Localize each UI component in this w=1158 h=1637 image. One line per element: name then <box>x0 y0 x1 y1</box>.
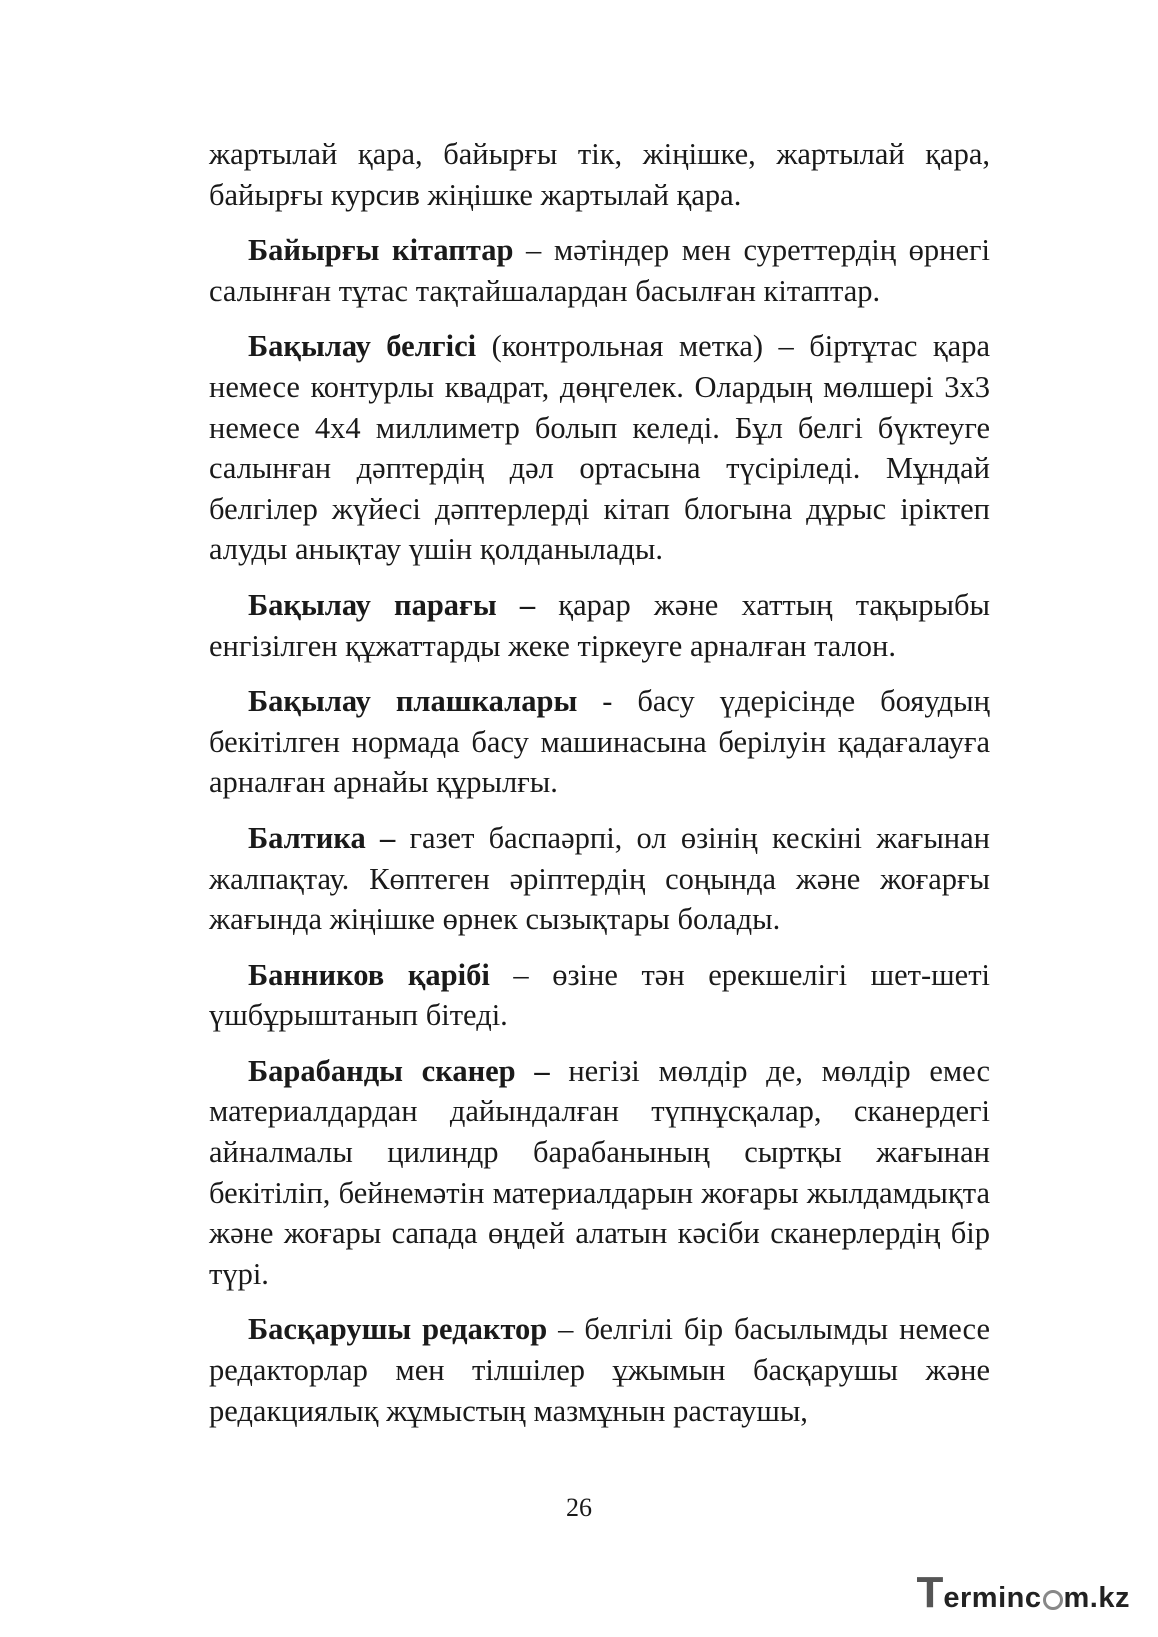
entry-definition: негізі мөлдір де, мөлдір емес материалдардан дайындалған түпнұсқалар, сканердегі айналмалы цилиндр барабанының сыртқы жағынан бекітіліп, бейнемәтін материалдарын жоғары жылдамдықта және жоғары сапада өңдей алатын кәсіби сканерлердің бір түрі. <box>209 1053 990 1291</box>
termincom-watermark-logo <box>916 1568 1131 1617</box>
entry-term: Бақылау парағы – <box>248 587 536 622</box>
entry-term: Барабанды сканер – <box>248 1053 550 1088</box>
watermark-circle-icon <box>1043 1590 1063 1610</box>
page-body <box>209 134 990 1446</box>
entry-definition: – белгілі бір басылымды немесе редакторлар мен тілшілер ұжымын басқарушы және редакциялық жұмыстың мазмұнын растаушы, <box>209 1312 990 1428</box>
entry-definition: – мәтіндер мен суреттердің өрнегі салынған тұтас тақтайшалардан басылған кітаптар. <box>209 233 990 308</box>
watermark-dot: . <box>1089 1582 1099 1614</box>
entry-definition: (контрольная метка) – біртұтас қара немесе контурлы квадрат, дөңгелек. Олардың мөлшері 3х3 немесе 4х4 миллиметр болып келеді. Бұл белгі бүктеуге салынған дәптердің дәл ортасына түсіріледі. Мұндай белгілер жүйесі дәптерлерді кітап блогына дұрыс іріктеп алуды анықтау үшін қолданылады. <box>209 329 991 567</box>
entry-bakylau-plashkalary <box>209 681 990 803</box>
entry-definition: - басу үдерісінде бояудың бекітілген нормада басу машинасына берілуін қадағалауға арналған арнайы құрылғы. <box>209 684 990 800</box>
entry-bannikov-karibi <box>209 955 990 1036</box>
watermark-part1: erminc <box>943 1582 1042 1614</box>
watermark-part2: m <box>1063 1582 1090 1614</box>
entry-term: Банников қарібі <box>248 957 490 992</box>
watermark-letter-t: T <box>916 1568 944 1617</box>
watermark-part3: kz <box>1098 1582 1130 1614</box>
entry-term: Байырғы кітаптар <box>248 233 514 268</box>
entry-term: Бақылау белгісі <box>248 329 477 364</box>
entry-definition: газет баспаәрпі, ол өзінің кескіні жағынан жалпақтау. Көптеген әріптердің соңында және жоғарғы жағында жіңішке өрнек сызықтары болады. <box>209 820 990 937</box>
entry-term: Бақылау плашкалары <box>248 684 578 719</box>
watermark-text <box>943 1581 1130 1615</box>
entry-barabandy-skaner <box>209 1051 990 1295</box>
entry-bakylau-paragy <box>209 585 990 666</box>
entry-term: Басқарушы редактор <box>248 1312 548 1347</box>
page-number: 26 <box>566 1493 592 1522</box>
entry-baskarushy-redaktor <box>209 1309 990 1431</box>
entry-definition: – өзіне тән ерекшелігі шет-шеті үшбұрыштанып бітеді. <box>209 957 990 1033</box>
paragraph-text: жартылай қара, байырғы тік, жіңішке, жартылай қара, байырғы курсив жіңішке жартылай қара. <box>209 137 990 212</box>
entry-bakylau-belgisi <box>209 326 990 570</box>
entry-definition: қарар және хаттың тақырыбы енгізілген құжаттарды жеке тіркеуге арналған талон. <box>209 587 990 663</box>
paragraph-0 <box>209 134 990 215</box>
entry-baltika <box>209 818 990 940</box>
entry-bayyrgy-kitaptar <box>209 230 990 311</box>
entry-term: Балтика – <box>248 820 396 855</box>
